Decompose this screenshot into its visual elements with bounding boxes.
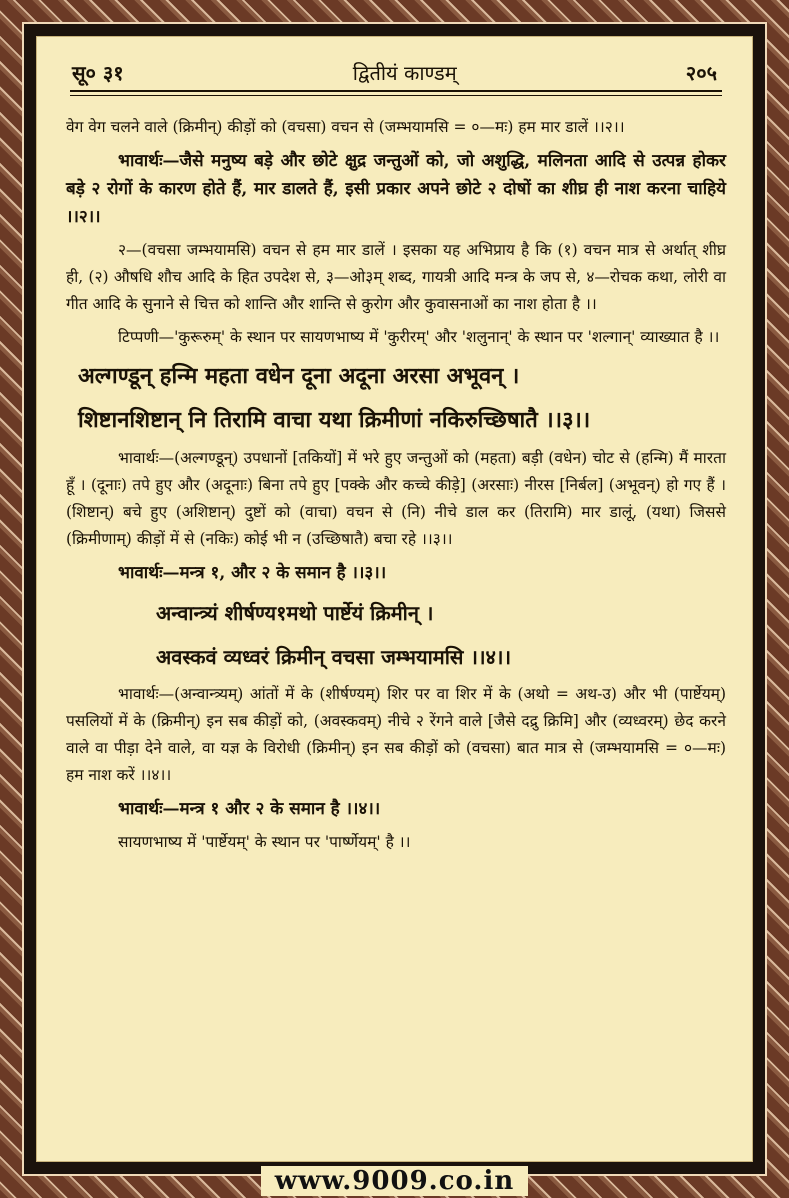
paragraph-bhavarth: भावार्थः—मन्त्र १ और २ के समान है ।।४।। (118, 799, 381, 819)
mantra-line: शिष्टानशिष्टान् नि तिरामि वाचा यथा क्रिमीणां नकिरुच्छिषातै ।।३।। (78, 408, 591, 433)
sukta-number: सू० ३१ (72, 61, 124, 85)
paragraph: सायणभाष्य में 'पार्ष्टेयम्' के स्थान पर 'पार्ष्णेयम्' है ।। (118, 833, 411, 851)
page-content (66, 114, 726, 862)
paragraph: वेग वेग चलने वाले (क्रिमीन्) कीड़ों को (वचसा) वचन से (जम्भयामसि = ०—मः) हम मार डालें ।।२।। (66, 118, 625, 136)
footer (0, 1164, 789, 1198)
mantra-line: अवस्कवं व्यध्वरं क्रिमीन् वचसा जम्भयामसि ।।४।। (156, 645, 512, 669)
paragraph: भावार्थः—(अन्वान्त्र्यम्) आंतों में के (शीर्षण्यम्) शिर पर वा शिर में के (अथो = अथ-उ) और भी (पार्ष्टेयम्) पसलियों में के (क्रिमीन्) इन सब कीड़ों को, (अवस्कवम्) नीचे २ रेंगने वाले [जैसे दद्रु क्रिमि] और (व्यध्वरम्) छेद करने वाले वा पीड़ा देने वाले, वा यज्ञ के विरोधी (क्रिमीन्) इन सब कीड़ों को (वचसा) बात मात्र से (जम्भयामसि = ०—मः) हम नाश करें ।।४।। (66, 685, 726, 784)
paragraph: २—(वचसा जम्भयामसि) वचन से हम मार डालें । इसका यह अभिप्राय है कि (१) वचन मात्र से अर्थात् शीघ्र ही, (२) औषधि शौच आदि के हित उपदेश से, ३—ओ३म् शब्द, गायत्री आदि मन्त्र के जप से, ४—रोचक कथा, लोरी वा गीत आदि के सुनाने से चित्त को शान्ति और शान्ति से कुरोग और कुवासनाओं का नाश होता है ।। (66, 241, 726, 313)
page-header (72, 56, 717, 86)
paragraph-bhavarth: भावार्थः—मन्त्र १, और २ के समान है ।।३।। (118, 563, 387, 583)
page-title: द्वितीयं काण्डम् (352, 61, 457, 85)
header-rule (70, 90, 722, 92)
mantra-line: अल्गण्डून् हन्मि महता वधेन दूना अदूना अरसा अभूवन् । (78, 364, 520, 389)
paragraph-bhavarth: भावार्थः—जैसे मनुष्य बड़े और छोटे क्षुद्र जन्तुओं को, जो अशुद्धि, मलिनता आदि से उत्पन्न होकर बड़े २ रोगों के कारण होते हैं, मार डालते हैं, इसी प्रकार अपने छोटे २ दोषों का शीघ्र ही नाश करना चाहिये ।।२।। (66, 151, 726, 227)
paragraph: भावार्थः—(अल्गण्डून्) उपधानों [तकियों] में भरे हुए जन्तुओं को (महता) बड़ी (वधेन) चोट से (हन्मि) मैं मारता हूँ । (दूनाः) तपे हुए और (अदूनाः) बिना तपे हुए [पक्के और कच्चे कीड़े] (अरसाः) नीरस [निर्बल] (अभूवन्) हो गए हैं । (शिष्टान्) बचे हुए (अशिष्टान्) दुष्टों को (वाचा) वचन से (नि) नीचे डाल कर (तिरामि) मार डालूं, (यथा) जिससे (क्रिमीणाम्) कीड़ों में से (नकिः) कोई भी न (उच्छिषातै) बचा रहे ।।३।। (66, 449, 726, 548)
page-number: २०५ (685, 61, 717, 85)
paragraph-tippani: टिप्पणी—'कुरूरुम्' के स्थान पर सायणभाष्य में 'कुरीरम्' और 'शलुनान्' के स्थान पर 'शल्गान्' व्याख्यात है ।। (118, 328, 720, 346)
website-link[interactable]: www.9009.co.in (261, 1166, 529, 1196)
mantra-line: अन्वान्त्र्यं शीर्षण्य१मथो पार्ष्टेयं क्रिमीन् । (156, 601, 434, 625)
page (36, 36, 753, 1162)
